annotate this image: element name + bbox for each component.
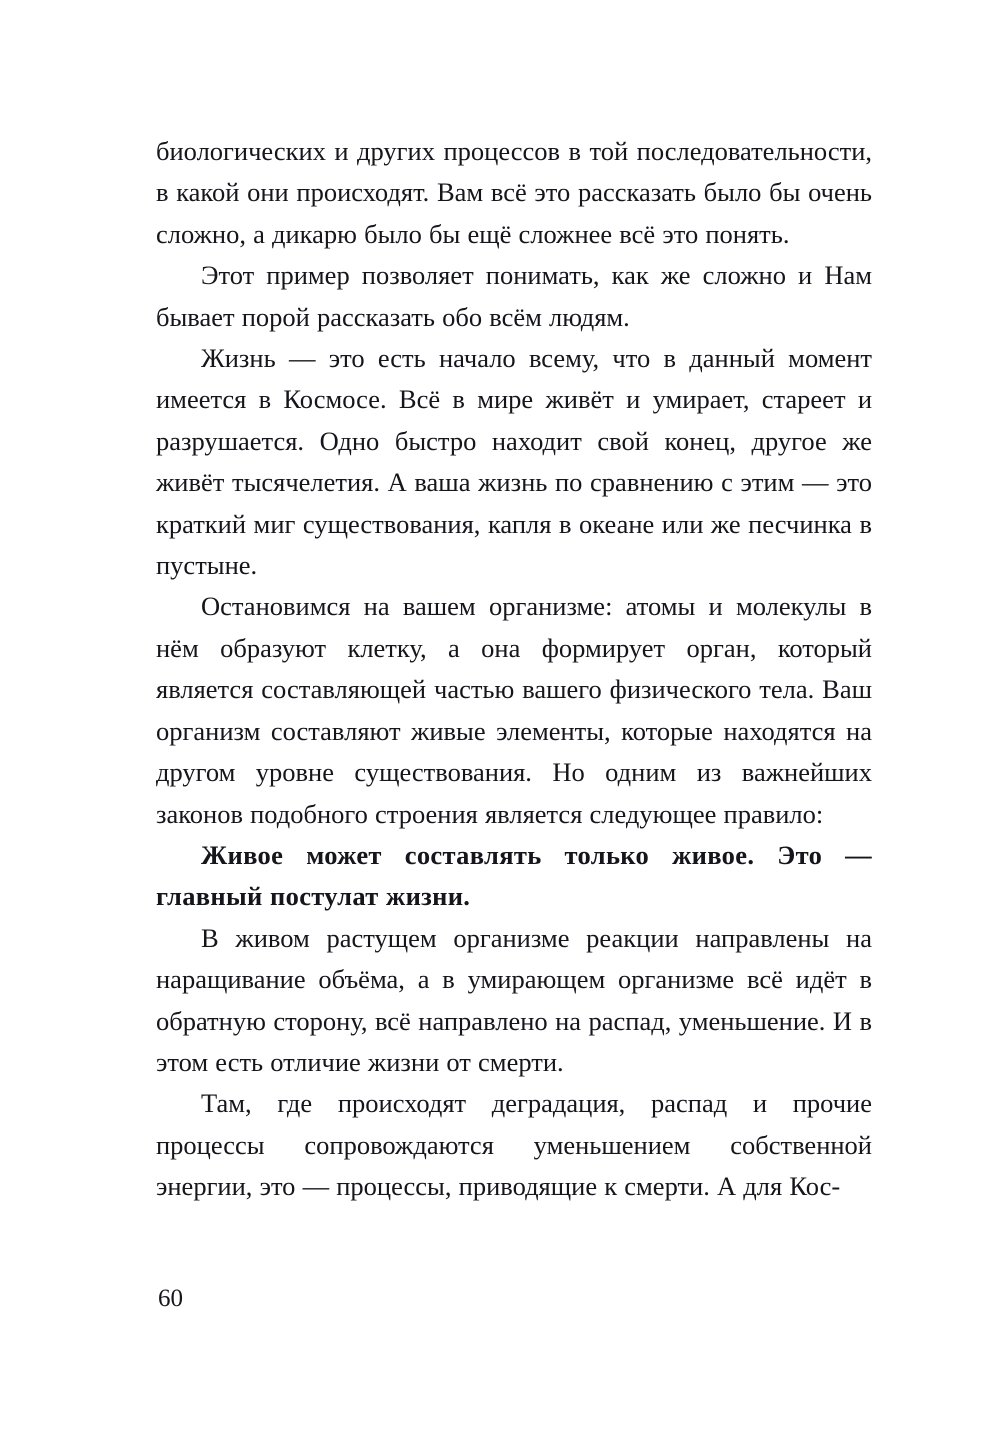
paragraph-6: В живом растущем организме реакции направлены на наращивание объёма, а в умирающем организме всё идёт в обратную сторону, всё направлено на распад, уменьшение. И в этом есть отличие жизни от смерти.: [156, 922, 872, 1077]
page-text-block: [156, 131, 872, 1208]
page-number: 60: [158, 1285, 183, 1312]
paragraph-4: Остановимся на вашем организме: атомы и молекулы в нём образуют клетку, а она формирует орган, который является составляющей частью вашего физического тела. Ваш организм составляют живые элементы, которые находятся на другом уровне существования. Но одним из важнейших законов подобного строения является следующее правило:: [156, 591, 872, 829]
paragraph-2: Этот пример позволяет понимать, как же сложно и Нам бывает порой рассказать обо всём людям.: [156, 260, 872, 332]
paragraph-5-postulate: Живое может составлять только живое. Это — главный постулат жизни.: [156, 839, 872, 912]
paragraph-7: Там, где происходят деградация, распад и прочие процессы сопровождаются уменьшением собственной энергии, это — процессы, приводящие к смерти. А для Кос-: [156, 1088, 872, 1202]
paragraph-3: Жизнь — это есть начало всему, что в данный момент имеется в Космосе. Всё в мире живёт и умирает, стареет и разрушается. Одно быстро находит свой конец, другое же живёт тысячелетия. А ваша жизнь по сравнению с этим — это краткий миг существования, капля в океане или же песчинка в пустыне.: [156, 343, 872, 581]
paragraph-1: биологических и других процессов в той последовательности, в какой они происходят. Вам всё это рассказать было бы очень сложно, а дикарю было бы ещё сложнее всё это понять.: [156, 136, 872, 249]
